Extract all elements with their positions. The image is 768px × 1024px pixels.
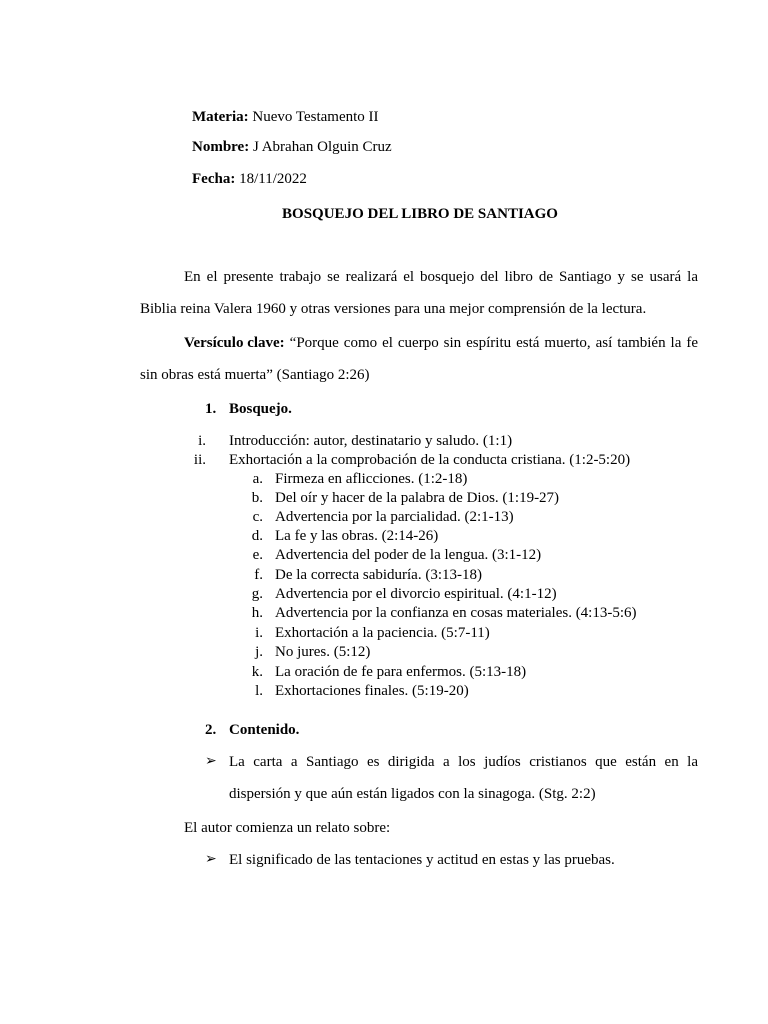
outline-roman-marker: ii. — [193, 452, 206, 468]
outline-sub-item: Exhortaciones finales. (5:19-20) — [275, 683, 469, 699]
outline-sub-item: Advertencia por el divorcio espiritual. (4:1-12) — [275, 586, 557, 602]
outline-sub-marker: f. — [254, 567, 263, 583]
arrow-bullet-icon: ➢ — [205, 852, 217, 867]
intro-line-1: En el presente trabajo se realizará el bosquejo del libro de Santiago y se usará la — [184, 269, 698, 285]
section-2-heading — [205, 721, 300, 739]
section-1-title: Bosquejo. — [229, 401, 292, 417]
outline-sub-item: Del oír y hacer de la palabra de Dios. (1:19-27) — [275, 490, 560, 506]
outline-sub-marker: k. — [251, 664, 263, 680]
outline-sub-item: Firmeza en aflicciones. (1:2-18) — [275, 471, 468, 487]
outline-sub-marker: g. — [251, 586, 263, 602]
outline-sub-marker: d. — [251, 528, 263, 544]
outline-sub-item: Advertencia por la confianza en cosas materiales. (4:13-5:6) — [275, 605, 637, 621]
content-bullet-1-line-2: dispersión y que aún están ligados con la sinagoga. (Stg. 2:2) — [229, 786, 596, 802]
outline-sub-marker: i. — [255, 625, 263, 641]
nombre-value: J Abrahan Olguin Cruz — [252, 139, 392, 155]
section-1-heading — [205, 400, 292, 418]
outline-sub-marker: e. — [252, 547, 263, 563]
fecha-value: 18/11/2022 — [239, 171, 307, 187]
outline-sub-item: La oración de fe para enfermos. (5:13-18) — [275, 664, 527, 680]
section-1-number: 1. — [205, 401, 217, 417]
arrow-bullet-icon: ➢ — [205, 754, 217, 769]
intro-line-2: Biblia reina Valera 1960 y otras versiones para una mejor comprensión de la lectura. — [140, 301, 647, 317]
outline-roman-item: Exhortación a la comprobación de la conducta cristiana. (1:2-5:20) — [229, 452, 631, 468]
outline-sub-marker: j. — [255, 644, 263, 660]
outline-sub-marker: c. — [252, 509, 263, 525]
materia-line — [192, 108, 379, 126]
outline-sub-item: La fe y las obras. (2:14-26) — [275, 528, 439, 544]
section-2-number: 2. — [205, 722, 217, 738]
outline-sub-marker: b. — [251, 490, 263, 506]
outline-sub-item: Advertencia por la parcialidad. (2:1-13) — [275, 509, 514, 525]
fecha-label: Fecha: — [192, 171, 236, 187]
content-paragraph: El autor comienza un relato sobre: — [184, 820, 391, 836]
outline-sub-marker: h. — [251, 605, 263, 621]
key-verse-line-2: sin obras está muerta” (Santiago 2:26) — [140, 367, 370, 383]
nombre-label: Nombre: — [192, 139, 250, 155]
document-title: BOSQUEJO DEL LIBRO DE SANTIAGO — [282, 206, 558, 222]
materia-label: Materia: — [192, 109, 249, 125]
nombre-line — [192, 138, 392, 156]
section-2-title: Contenido. — [229, 722, 300, 738]
outline-roman-marker: i. — [198, 433, 206, 449]
outline-sub-item: Exhortación a la paciencia. (5:7-11) — [275, 625, 490, 641]
key-verse-text: “Porque como el cuerpo sin espíritu está muerto, así también la fe — [289, 335, 698, 351]
content-bullet-1-line-1: La carta a Santiago es dirigida a los judíos cristianos que están en la — [229, 754, 698, 770]
outline-sub-marker: a. — [252, 471, 263, 487]
key-verse-label: Versículo clave: — [184, 335, 285, 351]
content-bullet-2: El significado de las tentaciones y actitud en estas y las pruebas. — [229, 852, 615, 868]
outline-sub-item: Advertencia del poder de la lengua. (3:1-12) — [275, 547, 542, 563]
outline-roman-item: Introducción: autor, destinatario y saludo. (1:1) — [229, 433, 513, 449]
fecha-line — [192, 170, 307, 188]
key-verse-line-1 — [184, 334, 698, 352]
outline-sub-item: De la correcta sabiduría. (3:13-18) — [275, 567, 482, 583]
materia-value: Nuevo Testamento II — [252, 109, 379, 125]
outline-sub-item: No jures. (5:12) — [275, 644, 371, 660]
outline-sub-marker: l. — [255, 683, 263, 699]
